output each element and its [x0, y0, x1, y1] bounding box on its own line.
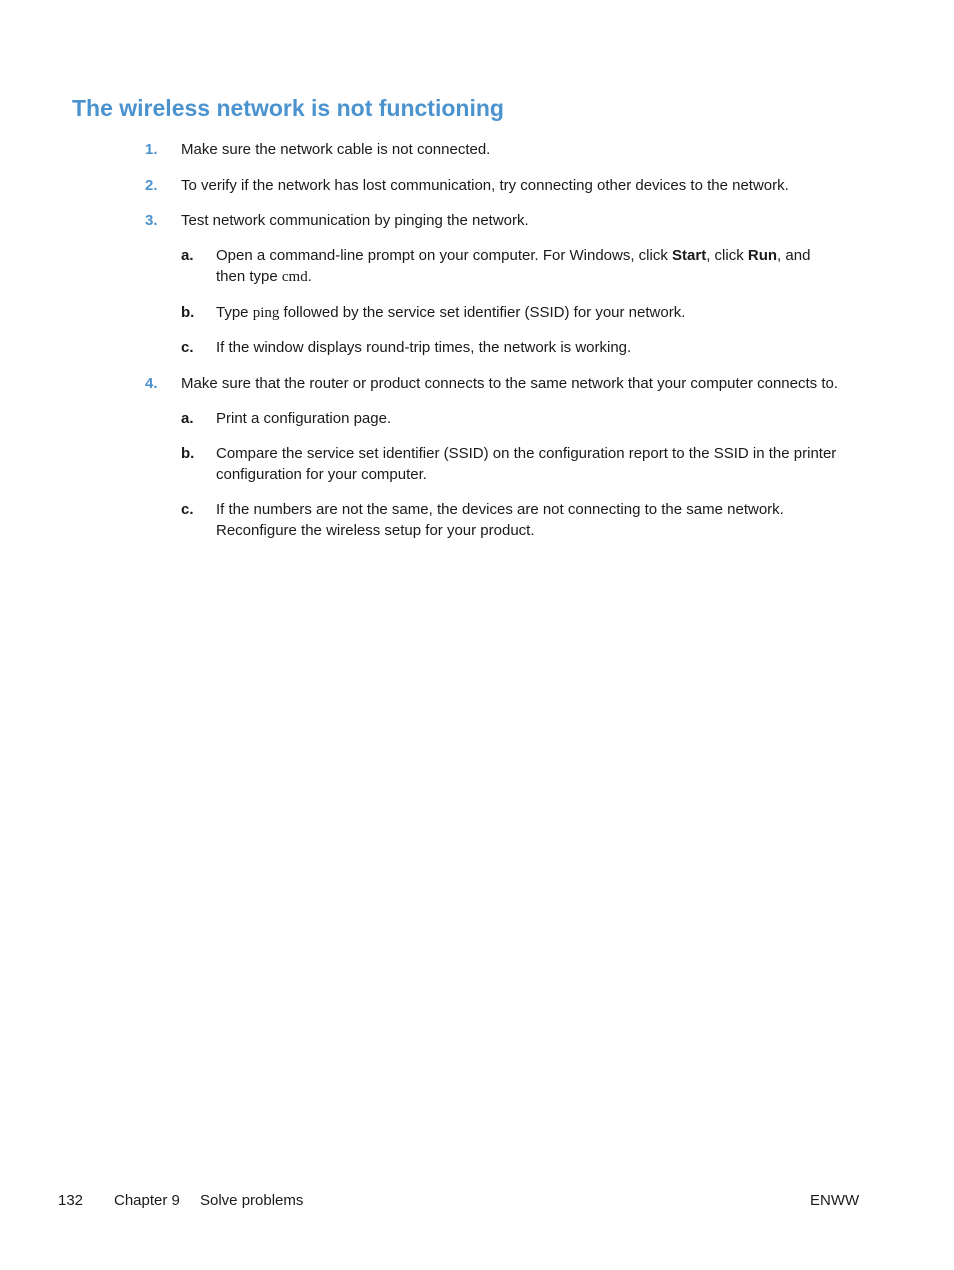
- substep-text: If the numbers are not the same, the devices are not connecting to the same network. Reconfigure the wireless setup for your product.: [216, 501, 784, 539]
- substep-text: Print a configuration page.: [216, 410, 392, 427]
- step-text: Make sure that the router or product connects to the same network that your computer connects to.: [181, 375, 839, 392]
- step-text: Test network communication by pinging the network.: [181, 212, 529, 229]
- code-ping: ping: [252, 305, 280, 321]
- substep-letter: b.: [181, 445, 195, 462]
- code-cmd: cmd: [281, 269, 308, 285]
- page-number: 132: [58, 1192, 84, 1209]
- section-heading: The wireless network is not functioning: [72, 95, 504, 121]
- substep-text: Compare the service set identifier (SSID) on the configuration report to the SSID in the printer configuration for your computer.: [216, 445, 837, 483]
- substep-letter: b.: [181, 304, 195, 321]
- step-text: Make sure the network cable is not connected.: [181, 141, 491, 158]
- substep-text: Open a command-line prompt on your computer. For Windows, click Start, click Run, and then type cmd.: [216, 247, 811, 285]
- footer-locale: ENWW: [810, 1192, 860, 1209]
- substep-letter: c.: [181, 339, 194, 356]
- substep-letter: a.: [181, 247, 194, 264]
- substep-text: If the window displays round-trip times, the network is working.: [216, 339, 632, 356]
- step-number: 2.: [145, 177, 158, 194]
- substep-text: Type ping followed by the service set identifier (SSID) for your network.: [216, 304, 686, 321]
- footer-chapter: Chapter 9: [114, 1192, 180, 1209]
- footer-section: Solve problems: [200, 1192, 304, 1209]
- step-number: 1.: [145, 141, 158, 158]
- substep-letter: c.: [181, 501, 194, 518]
- step-number: 4.: [145, 375, 158, 392]
- step-text: To verify if the network has lost communication, try connecting other devices to the network.: [181, 177, 789, 194]
- step-number: 3.: [145, 212, 158, 229]
- substep-letter: a.: [181, 410, 194, 427]
